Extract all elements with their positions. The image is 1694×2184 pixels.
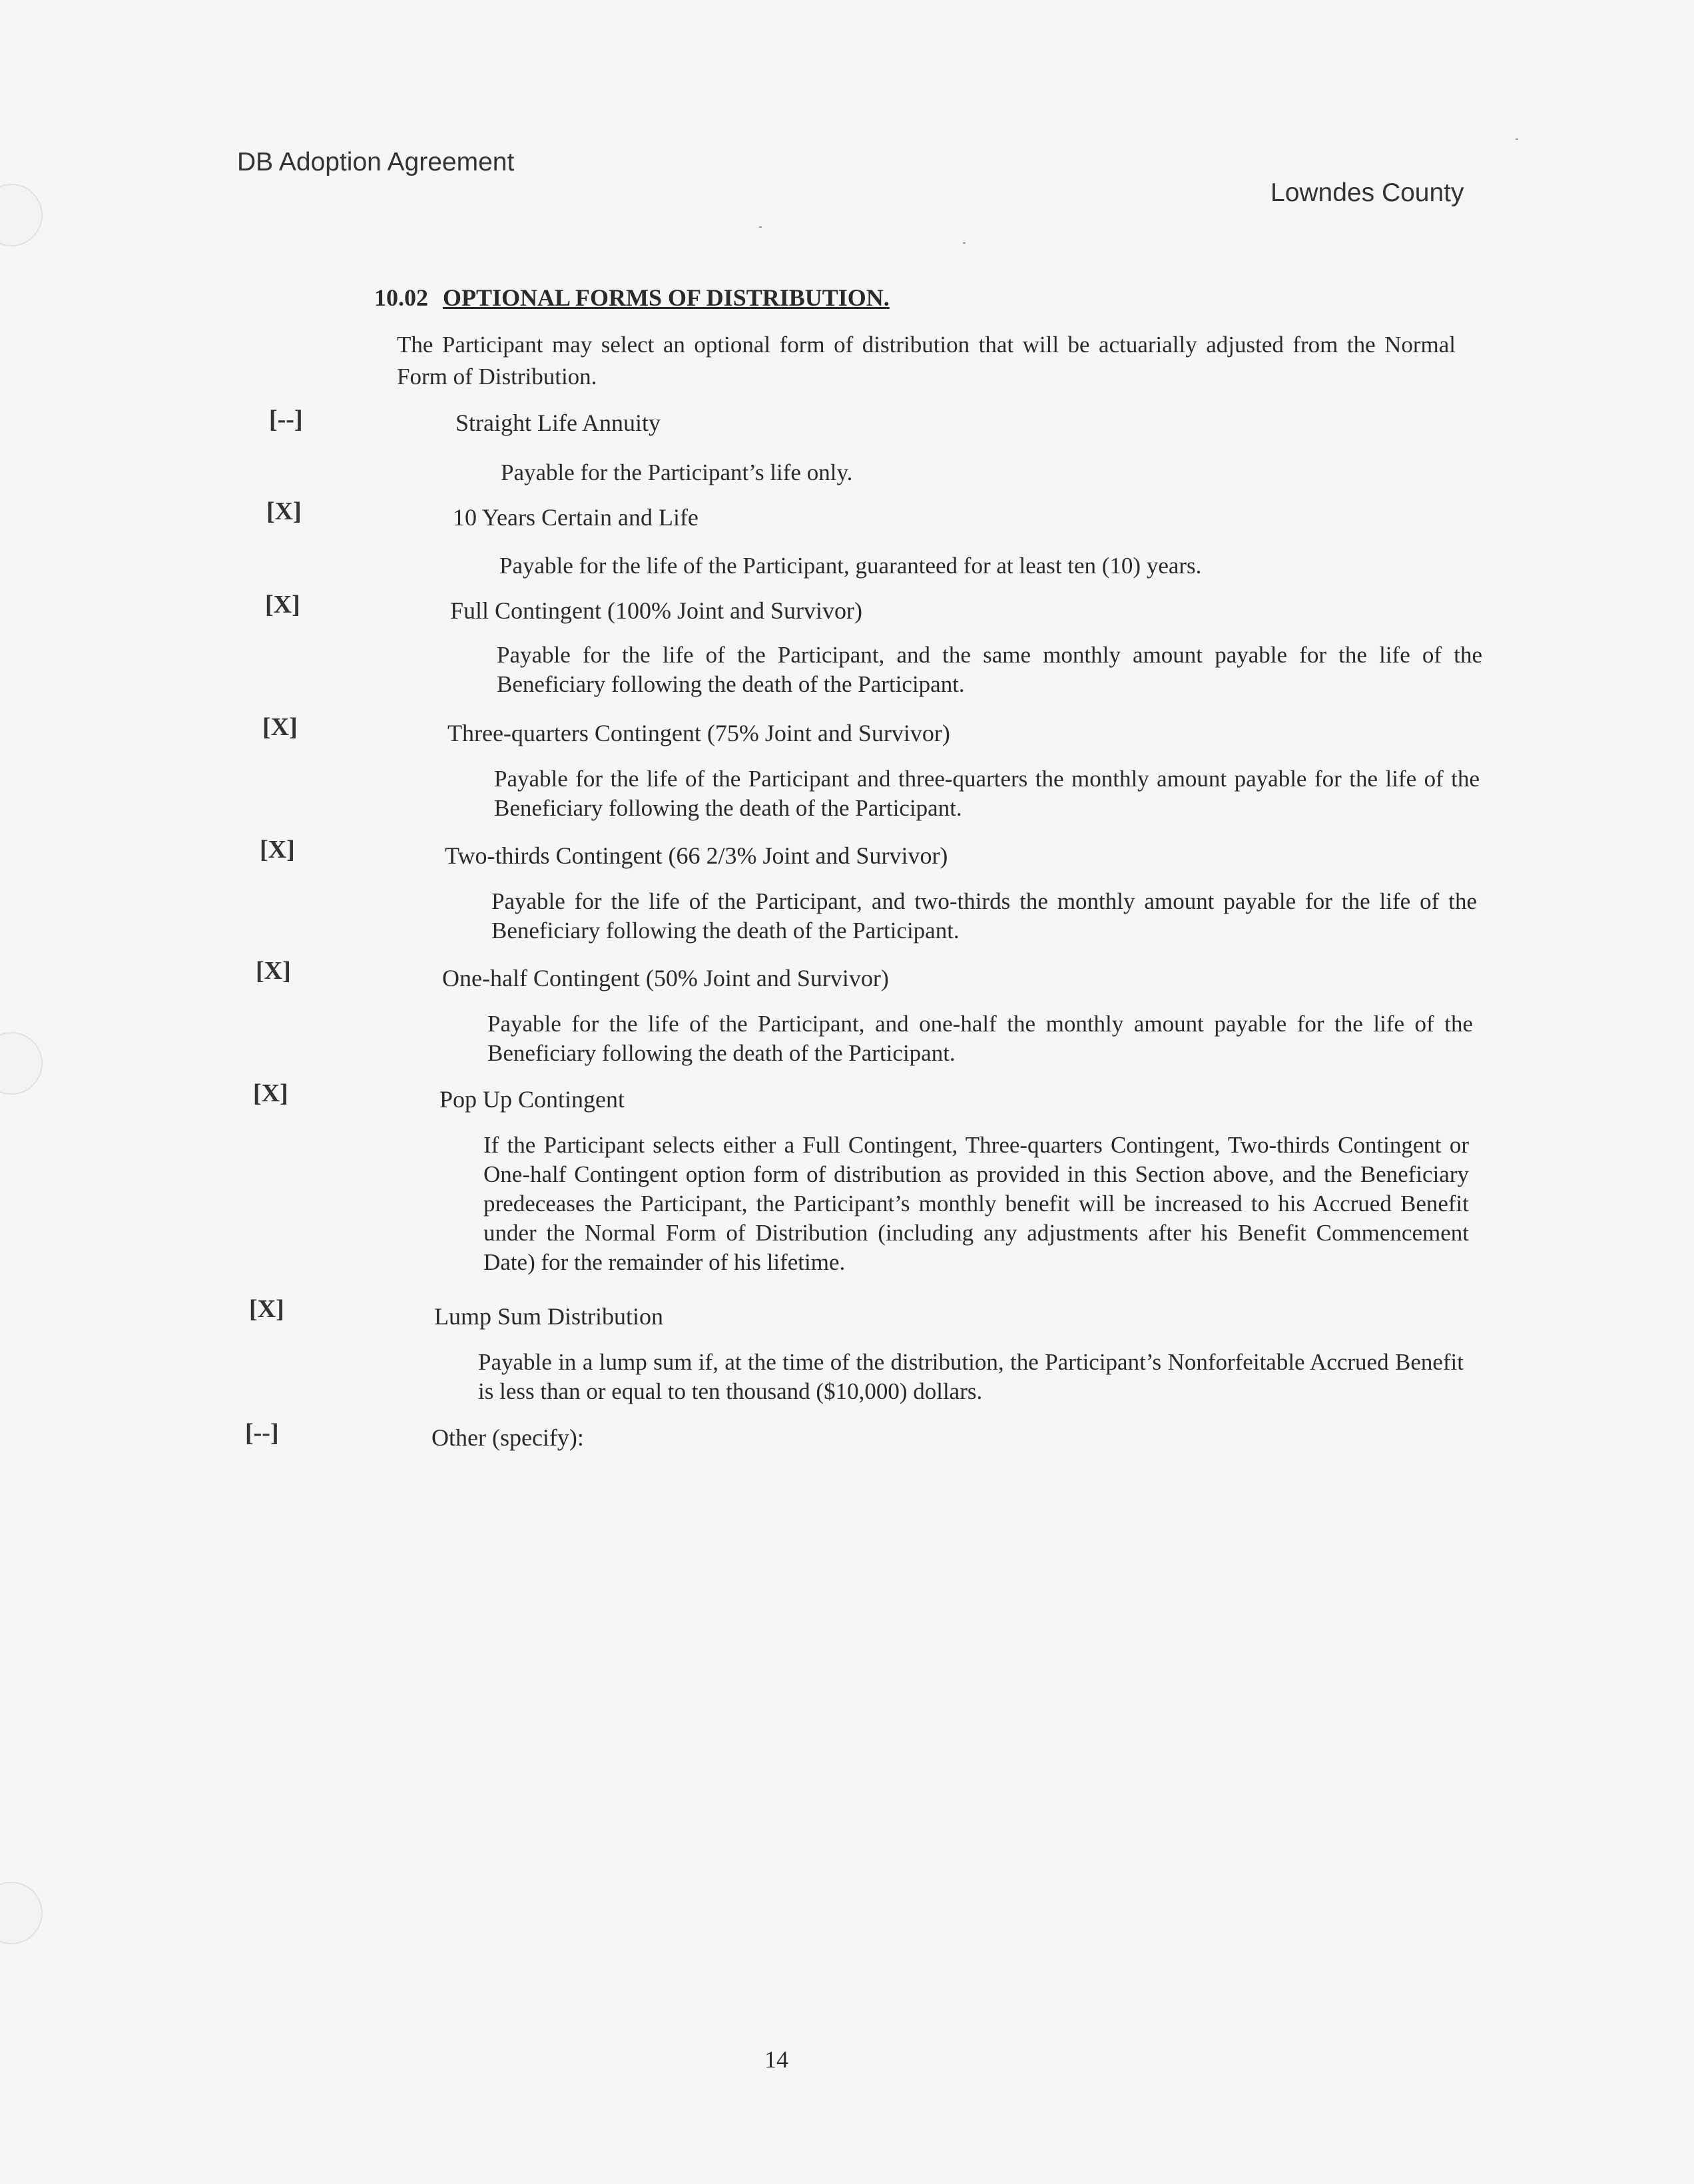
section-intro: The Participant may select an optional form of distribution that will be actuarially adjusted from the Normal Form of Distribution.	[397, 332, 1456, 390]
scan-speck	[759, 226, 762, 228]
option-title: One-half Contingent (50% Joint and Survivor)	[442, 965, 889, 991]
checkbox-mark: [X]	[260, 836, 295, 864]
checkbox-mark: [--]	[245, 1419, 279, 1447]
checkbox-mark: [--]	[269, 406, 303, 433]
option-description: Payable for the life of the Participant, guaranteed for at least ten (10) years.	[499, 553, 1202, 579]
option-title: Other (specify):	[431, 1424, 584, 1451]
option-description: Payable for the life of the Participant, and two-thirds the monthly amount payable for the life of the Beneficiary following the death of the Participant.	[491, 888, 1477, 944]
checkbox-mark: [X]	[266, 497, 302, 525]
option-description: Payable in a lump sum if, at the time of the distribution, the Participant’s Nonforfeitable Accrued Benefit is less than or equal to ten thousand ($10,000) dollars.	[478, 1349, 1464, 1404]
scan-speck	[1516, 138, 1518, 140]
scan-speck	[963, 242, 966, 244]
option-description: Payable for the life of the Participant, and the same monthly amount payable for the life of the Beneficiary following the death of the Participant.	[497, 642, 1482, 697]
checkbox-mark: [X]	[262, 713, 298, 741]
binder-hole-middle	[0, 1032, 43, 1095]
binder-hole-bottom	[0, 1882, 43, 1944]
option-title: Lump Sum Distribution	[434, 1303, 664, 1330]
option-description: Payable for the life of the Participant, and one-half the monthly amount payable for the life of the Beneficiary following the death of the Participant.	[487, 1011, 1473, 1066]
section-heading	[374, 284, 890, 312]
checkbox-mark: [X]	[256, 957, 291, 985]
checkbox-mark: [X]	[249, 1295, 284, 1323]
page-number: 14	[764, 2046, 788, 2073]
option-description: If the Participant selects either a Full Contingent, Three-quarters Contingent, Two-thirds Contingent or One-half Contingent option form of distribution as provided in this Section above, and the Beneficiary predeceases the Participant, the Participant’s monthly benefit will be increased to his Accrued Benefit under the Normal Form of Distribution (including any adjustments after his Benefit Commencement Date) for the remainder of his lifetime.	[483, 1132, 1469, 1275]
binder-hole-top	[0, 184, 43, 246]
option-description: Payable for the Participant’s life only.	[501, 459, 853, 485]
section-number: 10.02	[374, 284, 428, 311]
option-description: Payable for the life of the Participant and three-quarters the monthly amount payable for the life of the Beneficiary following the death of the Participant.	[494, 766, 1480, 821]
option-title: Pop Up Contingent	[439, 1086, 625, 1113]
document-title: DB Adoption Agreement	[237, 148, 515, 176]
option-title: 10 Years Certain and Life	[453, 504, 699, 531]
option-title: Three-quarters Contingent (75% Joint and Survivor)	[447, 720, 950, 746]
checkbox-mark: [X]	[253, 1079, 288, 1107]
option-title: Straight Life Annuity	[455, 410, 661, 436]
checkbox-mark: [X]	[265, 591, 300, 619]
option-title: Two-thirds Contingent (66 2/3% Joint and Survivor)	[445, 842, 948, 869]
option-title: Full Contingent (100% Joint and Survivor)	[450, 597, 862, 624]
section-title: OPTIONAL FORMS OF DISTRIBUTION.	[443, 284, 890, 311]
county-name: Lowndes County	[1270, 178, 1464, 207]
